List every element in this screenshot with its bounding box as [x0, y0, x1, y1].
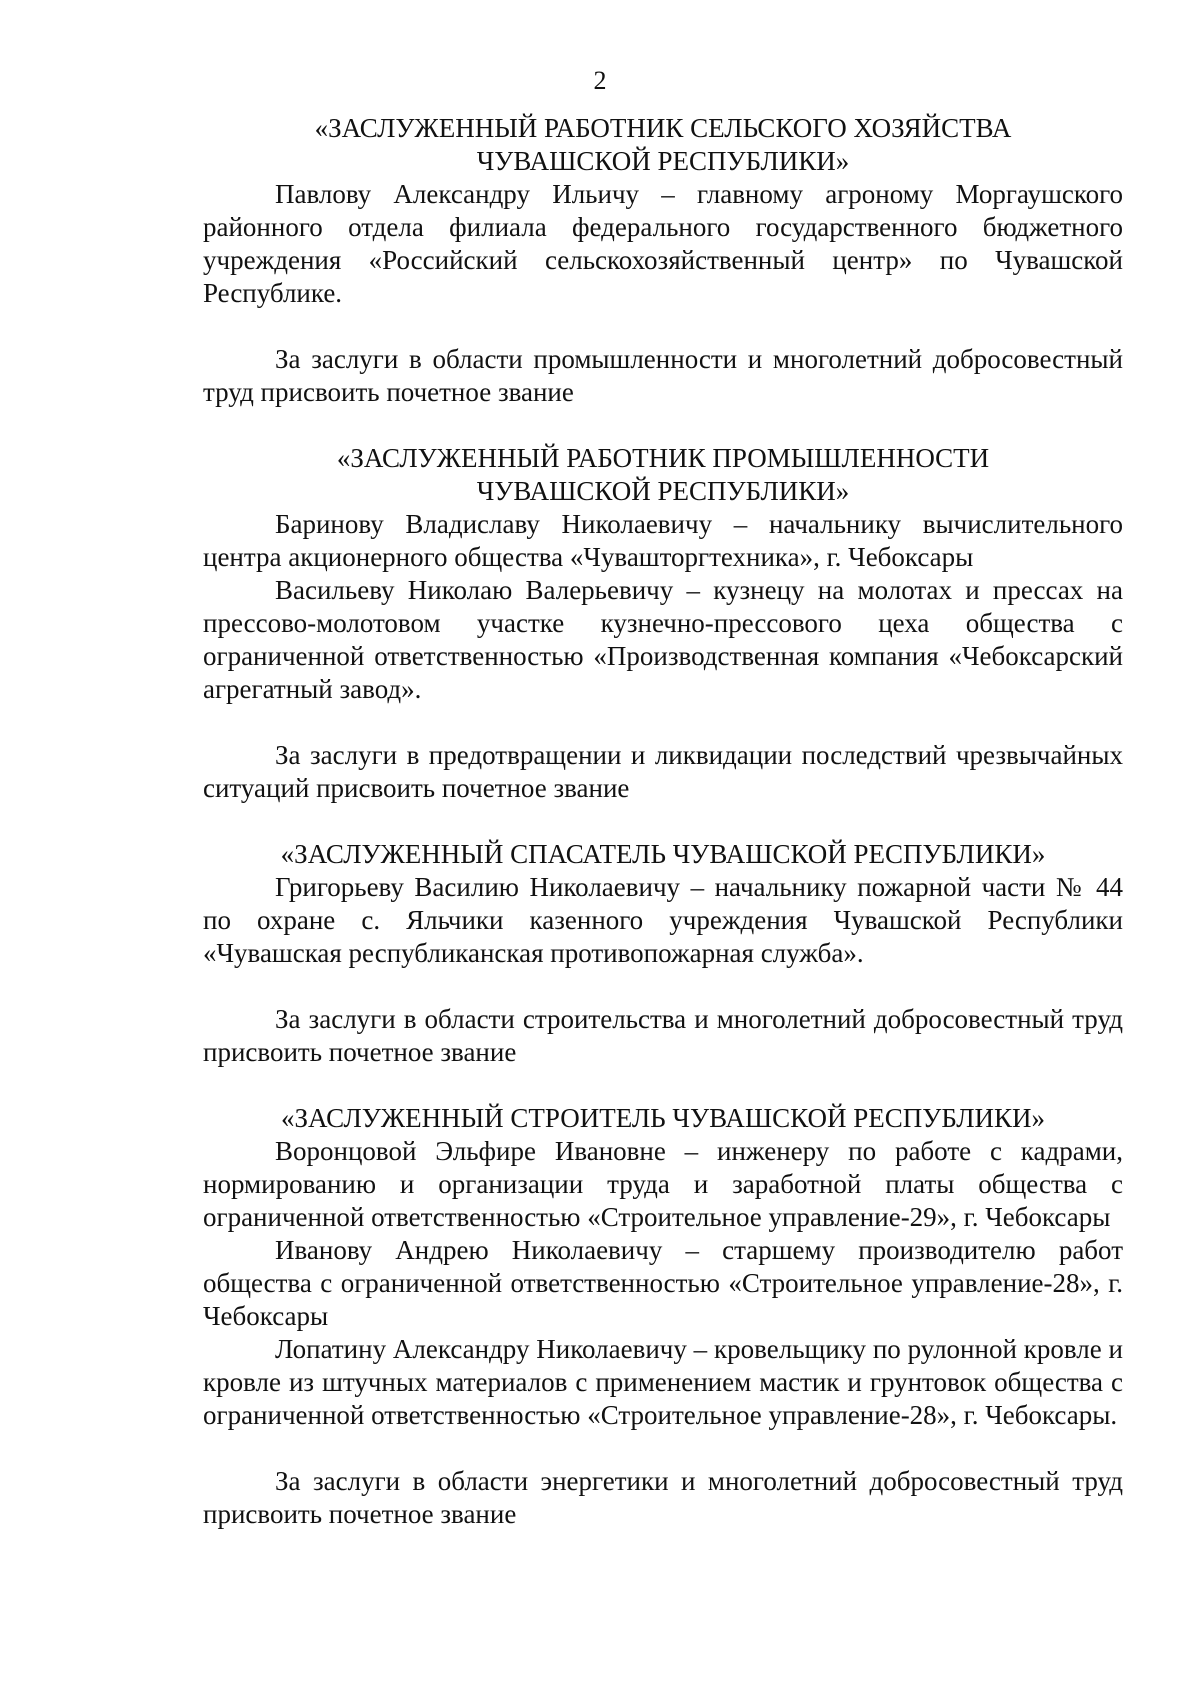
paragraph: Васильеву Николаю Валерьевичу – кузнецу на молотах и прессах на прессово-молотовом участке кузнечно-прессового цеха общества с ограниченной ответственностью «Производственная компания «Чебоксарский агрегатный завод». [203, 575, 1123, 704]
paragraph-gap [203, 1432, 1123, 1465]
award-title-line: «ЗАСЛУЖЕННЫЙ СТРОИТЕЛЬ ЧУВАШСКОЙ РЕСПУБЛИКИ» [280, 1103, 1046, 1133]
paragraph: Лопатину Александру Николаевичу – кровельщику по рулонной кровле и кровле из штучных материалов с применением мастик и грунтовок общества с ограниченной ответственностью «Строительное управление-28», г. Чебоксары. [203, 1334, 1123, 1430]
paragraph: За заслуги в области промышленности и многолетний добросовестный труд присвоить почетное звание [203, 344, 1123, 407]
award-title-line: ЧУВАШСКОЙ РЕСПУБЛИКИ» [476, 146, 850, 176]
award-title [203, 838, 1123, 871]
paragraph-gap [203, 970, 1123, 1003]
paragraph: Баринову Владиславу Николаевичу – начальнику вычислительного центра акционерного общества «Чувашторгтехника», г. Чебоксары [203, 509, 1123, 572]
award-title [203, 1102, 1123, 1135]
award-title [203, 442, 1123, 508]
paragraph: За заслуги в предотвращении и ликвидации последствий чрезвычайных ситуаций присвоить почетное звание [203, 740, 1123, 803]
paragraph-gap [203, 310, 1123, 343]
paragraph-gap [203, 409, 1123, 442]
award-title-line: «ЗАСЛУЖЕННЫЙ СПАСАТЕЛЬ ЧУВАШСКОЙ РЕСПУБЛИКИ» [280, 839, 1046, 869]
award-title-line: «ЗАСЛУЖЕННЫЙ РАБОТНИК ПРОМЫШЛЕННОСТИ [336, 443, 990, 473]
award-title-line: «ЗАСЛУЖЕННЫЙ РАБОТНИК СЕЛЬСКОГО ХОЗЯЙСТВА [314, 113, 1012, 143]
paragraph-gap [203, 1069, 1123, 1102]
paragraph: За заслуги в области строительства и многолетний добросовестный труд присвоить почетное звание [203, 1004, 1123, 1067]
paragraph: Григорьеву Василию Николаевичу – начальнику пожарной части № 44 по охране с. Яльчики казенного учреждения Чувашской Республики «Чувашская республиканская противопожарная служба». [203, 872, 1123, 968]
award-title-line: ЧУВАШСКОЙ РЕСПУБЛИКИ» [476, 476, 850, 506]
paragraph-gap [203, 805, 1123, 838]
paragraph: Павлову Александру Ильичу – главному агроному Моргаушского районного отдела филиала федерального государственного бюджетного учреждения «Российский сельскохозяйственный центр» по Чувашской Республике. [203, 179, 1123, 308]
award-title [203, 112, 1123, 178]
paragraph: Воронцовой Эльфире Ивановне – инженеру по работе с кадрами, нормированию и организации труда и заработной платы общества с ограниченной ответственностью «Строительное управление-29», г. Чебоксары [203, 1136, 1123, 1232]
paragraph-gap [203, 706, 1123, 739]
paragraph: Иванову Андрею Николаевичу – старшему производителю работ общества с ограниченной ответственностью «Строительное управление-28», г. Чебоксары [203, 1235, 1123, 1331]
paragraph: За заслуги в области энергетики и многолетний добросовестный труд присвоить почетное звание [203, 1466, 1123, 1529]
document-body [203, 112, 1123, 1531]
page-number: 2 [593, 66, 607, 95]
